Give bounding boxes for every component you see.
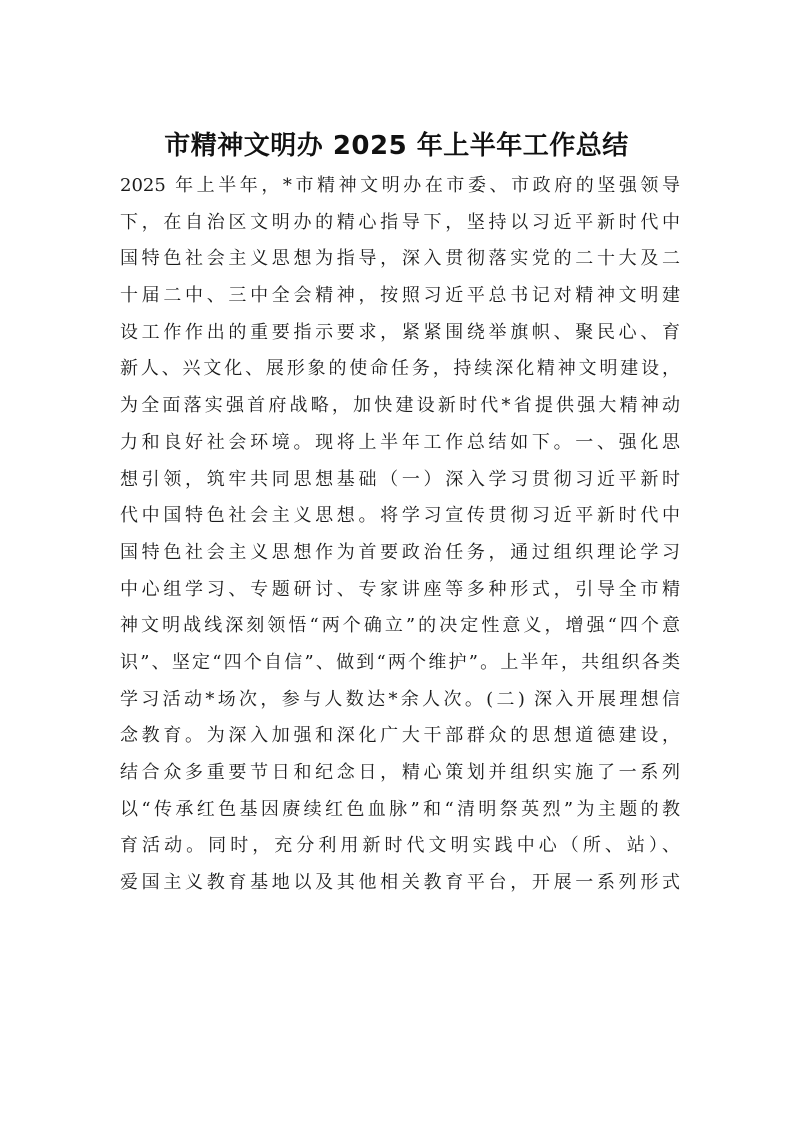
paragraph-line: 想引领，筑牢共同思想基础（一）深入学习贯彻习近平新时 bbox=[120, 468, 680, 490]
paragraph-line: 以“传承红色基因赓续红色血脉”和“清明祭英烈”为主题的教 bbox=[120, 798, 680, 820]
paragraph-line: 识”、坚定“四个自信”、做到“两个维护”。上半年，共组织各类 bbox=[120, 651, 680, 673]
document-title: 市精神文明办 2025 年上半年工作总结 bbox=[164, 131, 629, 161]
paragraph-line: 为全面落实强首府战略，加快建设新时代*省提供强大精神动 bbox=[120, 395, 680, 417]
paragraph-line: 国特色社会主义思想作为首要政治任务，通过组织理论学习 bbox=[120, 541, 680, 563]
paragraph-line: 国特色社会主义思想为指导，深入贯彻落实党的二十大及二 bbox=[120, 248, 680, 270]
document-body bbox=[120, 168, 680, 902]
paragraph-line: 育活动。同时，充分利用新时代文明实践中心（所、站）、 bbox=[120, 835, 680, 857]
paragraph-line: 设工作作出的重要指示要求，紧紧围绕举旗帜、聚民心、育 bbox=[120, 321, 680, 343]
paragraph-line: 神文明战线深刻领悟“两个确立”的决定性意义，增强“四个意 bbox=[120, 615, 680, 637]
paragraph-line: 十届二中、三中全会精神，按照习近平总书记对精神文明建 bbox=[120, 285, 680, 307]
paragraph-line: 力和良好社会环境。现将上半年工作总结如下。一、强化思 bbox=[120, 431, 680, 453]
paragraph-line: 新人、兴文化、展形象的使命任务，持续深化精神文明建设， bbox=[120, 358, 680, 380]
paragraph-line: 学习活动*场次，参与人数达*余人次。(二) 深入开展理想信 bbox=[120, 688, 680, 710]
paragraph-line: 2025 年上半年，*市精神文明办在市委、市政府的坚强领导 bbox=[120, 175, 680, 196]
paragraph-line: 结合众多重要节日和纪念日，精心策划并组织实施了一系列 bbox=[120, 762, 680, 783]
paragraph-line: 爱国主义教育基地以及其他相关教育平台，开展一系列形式 bbox=[120, 872, 680, 894]
paragraph-line: 下，在自治区文明办的精心指导下，坚持以习近平新时代中 bbox=[120, 211, 680, 233]
paragraph-line: 念教育。为深入加强和深化广大干部群众的思想道德建设， bbox=[120, 725, 680, 747]
paragraph-line: 中心组学习、专题研讨、专家讲座等多种形式，引导全市精 bbox=[120, 578, 680, 600]
paragraph-line: 代中国特色社会主义思想。将学习宣传贯彻习近平新时代中 bbox=[120, 505, 680, 527]
